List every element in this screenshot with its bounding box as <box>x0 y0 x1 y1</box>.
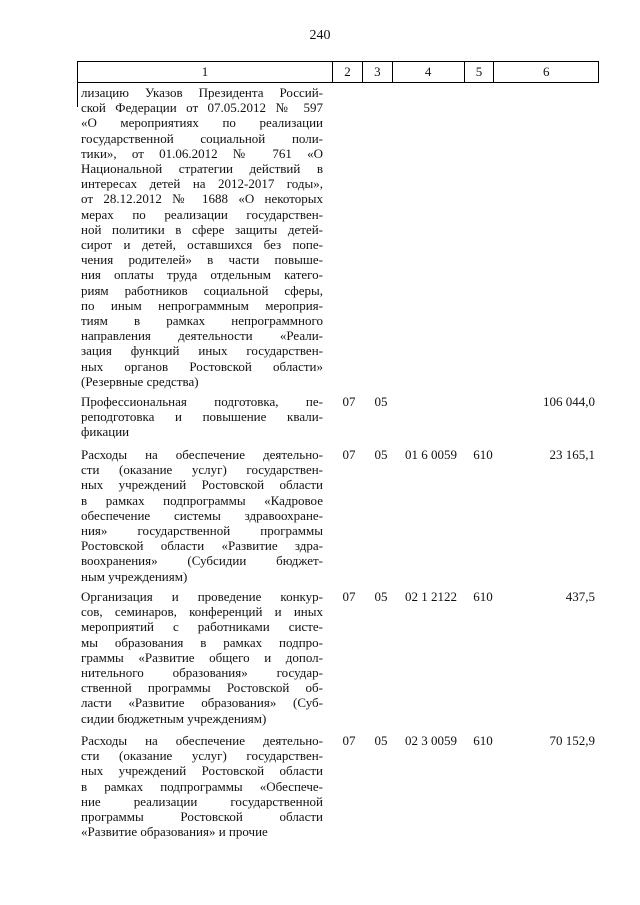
description-line: ных учреждений Ростовской области <box>81 763 323 779</box>
description-line: Расходы на обеспечение деятельно- <box>81 733 323 748</box>
description-line: ственной программы Ростовской об- <box>81 680 323 696</box>
row-description <box>81 85 323 389</box>
section-code: 07 <box>342 447 356 462</box>
row-description <box>81 394 323 440</box>
description-line: (Резервные средства) <box>81 373 199 389</box>
description-line: сидии бюджетным учреждениям) <box>81 710 267 726</box>
table-header-row <box>77 61 599 83</box>
description-line: Национальной стратегии действий в <box>81 161 323 177</box>
description-line: ние реализации государственной <box>81 793 323 809</box>
description-line: программы Ростовской области <box>81 809 323 825</box>
amount-value: 23 165,1 <box>549 447 595 462</box>
header-col-1: 1 <box>78 62 333 82</box>
description-line: мероприятий с работниками систе- <box>81 619 323 635</box>
description-line: Профессиональная подготовка, пе- <box>81 394 323 409</box>
description-line: по иным непрограммным мероприя- <box>81 297 323 313</box>
description-line: сов, семинаров, конференций и иных <box>81 604 323 620</box>
subsection-code: 05 <box>374 394 388 409</box>
header-col-5: 5 <box>465 62 495 82</box>
description-line: Организация и проведение конкур- <box>81 589 323 604</box>
description-line: ния оплаты труда отдельным катего- <box>81 267 323 283</box>
section-code: 07 <box>342 733 356 748</box>
target-article-code: 02 1 2122 <box>405 589 457 604</box>
target-article-code: 01 6 0059 <box>405 447 457 462</box>
expense-type-code: 610 <box>473 733 493 748</box>
description-line: ных органов Ростовской области» <box>81 358 323 374</box>
target-article-code: 02 3 0059 <box>405 733 457 748</box>
description-line: тики», от 01.06.2012 № 761 «О <box>81 145 323 161</box>
row-description <box>81 733 323 839</box>
description-line: «О мероприятиях по реализации <box>81 115 323 131</box>
header-col-3: 3 <box>363 62 393 82</box>
section-code: 07 <box>342 394 356 409</box>
description-line: ных учреждений Ростовской области <box>81 477 323 493</box>
description-line: «Развитие образования» и прочие <box>81 824 268 840</box>
expense-type-code: 610 <box>473 447 493 462</box>
table-left-rule <box>77 83 78 107</box>
description-line: ния» государственной программы <box>81 523 323 539</box>
description-line: реподготовка и повышение квали- <box>81 409 323 425</box>
description-line: чения родителей» в части повыше- <box>81 252 323 268</box>
section-code: 07 <box>342 589 356 604</box>
description-line: нительного образования» государ- <box>81 665 323 681</box>
description-line: в рамках подпрограммы «Кадровое <box>81 492 323 508</box>
description-line: мерах по реализации государствен- <box>81 206 323 222</box>
description-line: фикации <box>81 424 130 440</box>
description-line: граммы «Развитие общего и допол- <box>81 649 323 665</box>
subsection-code: 05 <box>374 447 388 462</box>
header-col-6: 6 <box>542 64 550 79</box>
description-line: сти (оказание услуг) государствен- <box>81 748 323 764</box>
description-line: ной политики в сфере защиты детей- <box>81 221 323 237</box>
row-description <box>81 589 323 726</box>
header-col-2: 2 <box>333 62 363 82</box>
description-line: обеспечение системы здравоохране- <box>81 507 323 523</box>
expense-type-code: 610 <box>473 589 493 604</box>
description-line: Ростовской области «Развитие здра- <box>81 538 323 554</box>
subsection-code: 05 <box>374 589 388 604</box>
description-line: от 28.12.2012 № 1688 «О некоторых <box>81 191 323 207</box>
row-description <box>81 447 323 584</box>
description-line: в рамках подпрограммы «Обеспече- <box>81 778 323 794</box>
description-line: риям работников социальной сферы, <box>81 282 323 298</box>
description-line: сирот и детей, оставшихся без попе- <box>81 237 323 253</box>
description-line: направления деятельности «Реали- <box>81 328 323 344</box>
header-col-4: 4 <box>393 62 465 82</box>
description-line: интересах детей на 2012-2017 годы», <box>81 176 323 192</box>
description-line: тиям в рамках непрограммного <box>81 313 323 329</box>
description-line: лизацию Указов Президента Россий- <box>81 85 323 100</box>
description-line: ской Федерации от 07.05.2012 № 597 <box>81 100 323 116</box>
amount-value: 437,5 <box>565 589 595 604</box>
description-line: ным учреждениям) <box>81 568 188 584</box>
description-line: государственной социальной поли- <box>81 130 323 146</box>
subsection-code: 05 <box>374 733 388 748</box>
amount-value: 106 044,0 <box>543 394 595 409</box>
amount-value: 70 152,9 <box>549 733 595 748</box>
page-number: 240 <box>309 28 331 43</box>
description-line: воохранения» (Субсидии бюджет- <box>81 553 323 569</box>
description-line: Расходы на обеспечение деятельно- <box>81 447 323 462</box>
description-line: зация функций иных государствен- <box>81 343 323 359</box>
description-line: сти (оказание услуг) государствен- <box>81 462 323 478</box>
description-line: ласти «Развитие образования» (Суб- <box>81 695 323 711</box>
description-line: мы образования в рамках подпро- <box>81 634 323 650</box>
